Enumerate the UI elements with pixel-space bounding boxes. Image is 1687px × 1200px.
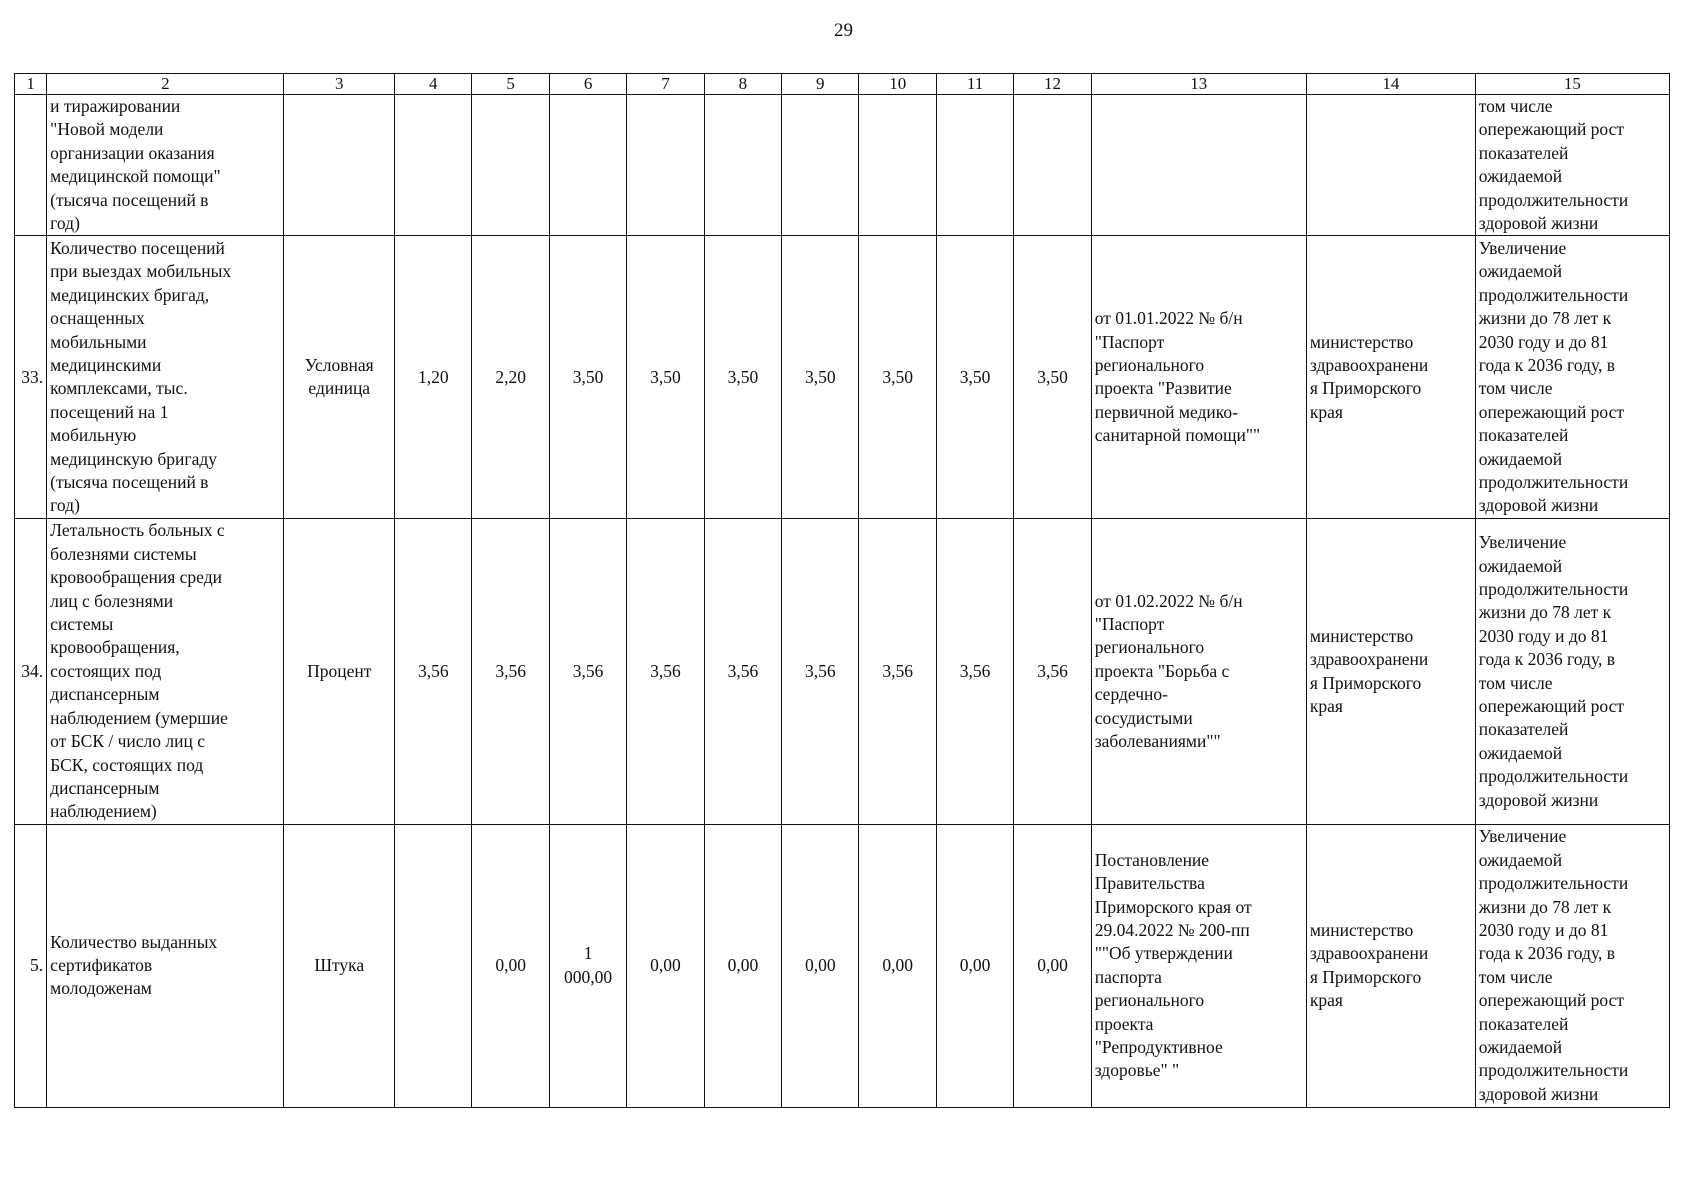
- column-number: 1: [15, 74, 47, 95]
- unit-of-measure: [284, 95, 395, 236]
- table-row: [15, 95, 1670, 236]
- value-cell: 3,56: [472, 519, 549, 824]
- responsible-body: [1306, 95, 1475, 236]
- row-number: 5.: [15, 824, 47, 1107]
- value-cell: 2,20: [472, 236, 549, 519]
- value-cell: [936, 95, 1013, 236]
- table-row: [15, 236, 1670, 519]
- value-cell: 3,56: [1014, 519, 1091, 824]
- column-number-row: [15, 74, 1670, 95]
- value-cell: 0,00: [1014, 824, 1091, 1107]
- column-number: 3: [284, 74, 395, 95]
- column-number: 4: [395, 74, 472, 95]
- table-row: [15, 824, 1670, 1107]
- value-cell: 3,56: [859, 519, 936, 824]
- value-cell: [782, 95, 859, 236]
- table-row: [15, 519, 1670, 824]
- value-cell: 0,00: [472, 824, 549, 1107]
- value-cell: [395, 95, 472, 236]
- value-cell: 3,50: [782, 236, 859, 519]
- column-number: 12: [1014, 74, 1091, 95]
- unit-of-measure: Штука: [284, 824, 395, 1107]
- value-cell: 0,00: [859, 824, 936, 1107]
- value-cell: 3,56: [936, 519, 1013, 824]
- column-number: 9: [782, 74, 859, 95]
- value-cell: 0,00: [627, 824, 704, 1107]
- value-cell: 3,50: [936, 236, 1013, 519]
- value-cell: [1014, 95, 1091, 236]
- goal-link: том числе опережающий рост показателей ожидаемой продолжительности здоровой жизни: [1475, 95, 1669, 236]
- column-number: 15: [1475, 74, 1669, 95]
- row-number: [15, 95, 47, 236]
- value-cell: 3,50: [704, 236, 781, 519]
- source-document: Постановление Правительства Приморского края от 29.04.2022 № 200-пп ""Об утверждении паспорта регионального проекта "Репродуктивное здоровье" ": [1091, 824, 1306, 1107]
- value-cell: 3,56: [704, 519, 781, 824]
- unit-of-measure: Условная единица: [284, 236, 395, 519]
- row-number: 34.: [15, 519, 47, 824]
- unit-of-measure: Процент: [284, 519, 395, 824]
- source-document: [1091, 95, 1306, 236]
- value-cell: 3,50: [859, 236, 936, 519]
- responsible-body: министерство здравоохранени я Приморского края: [1306, 824, 1475, 1107]
- value-cell: 3,56: [782, 519, 859, 824]
- column-number: 14: [1306, 74, 1475, 95]
- source-document: от 01.01.2022 № б/н "Паспорт регионального проекта "Развитие первичной медико- санитарной помощи"": [1091, 236, 1306, 519]
- value-cell: [627, 95, 704, 236]
- column-number: 8: [704, 74, 781, 95]
- column-number: 10: [859, 74, 936, 95]
- value-cell: 3,50: [1014, 236, 1091, 519]
- source-document: от 01.02.2022 № б/н "Паспорт регионального проекта "Борьба с сердечно- сосудистыми заболеваниями"": [1091, 519, 1306, 824]
- indicator-name: и тиражировании "Новой модели организации оказания медицинской помощи" (тысяча посещений в год): [47, 95, 284, 236]
- responsible-body: министерство здравоохранени я Приморского края: [1306, 519, 1475, 824]
- value-cell: 0,00: [782, 824, 859, 1107]
- value-cell: 1,20: [395, 236, 472, 519]
- column-number: 5: [472, 74, 549, 95]
- value-cell: 0,00: [936, 824, 1013, 1107]
- value-cell: 3,50: [627, 236, 704, 519]
- value-cell: [704, 95, 781, 236]
- column-number: 7: [627, 74, 704, 95]
- goal-link: Увеличение ожидаемой продолжительности жизни до 78 лет к 2030 году и до 81 года к 2036 году, в том числе опережающий рост показателей ожидаемой продолжительности здоровой жизни: [1475, 236, 1669, 519]
- column-number: 11: [936, 74, 1013, 95]
- value-cell: 3,56: [395, 519, 472, 824]
- responsible-body: министерство здравоохранени я Приморского края: [1306, 236, 1475, 519]
- indicator-name: Летальность больных с болезнями системы кровообращения среди лиц с болезнями системы кровообращения, состоящих под диспансерным наблюдением (умершие от БСК / число лиц с БСК, состоящих под диспансерным наблюдением): [47, 519, 284, 824]
- goal-link: Увеличение ожидаемой продолжительности жизни до 78 лет к 2030 году и до 81 года к 2036 году, в том числе опережающий рост показателей ожидаемой продолжительности здоровой жизни: [1475, 519, 1669, 824]
- indicator-name: Количество выданных сертификатов молодоженам: [47, 824, 284, 1107]
- column-number: 6: [549, 74, 626, 95]
- column-number: 2: [47, 74, 284, 95]
- value-cell: [859, 95, 936, 236]
- value-cell: [472, 95, 549, 236]
- value-cell: [549, 95, 626, 236]
- value-cell: 3,56: [627, 519, 704, 824]
- value-cell: [395, 824, 472, 1107]
- value-cell: 0,00: [704, 824, 781, 1107]
- value-cell: 3,50: [549, 236, 626, 519]
- indicators-table: [14, 73, 1670, 1108]
- goal-link: Увеличение ожидаемой продолжительности жизни до 78 лет к 2030 году и до 81 года к 2036 году, в том числе опережающий рост показателей ожидаемой продолжительности здоровой жизни: [1475, 824, 1669, 1107]
- value-cell: 3,56: [549, 519, 626, 824]
- page-number: 29: [834, 20, 853, 41]
- indicator-name: Количество посещений при выездах мобильных медицинских бригад, оснащенных мобильными медицинскими комплексами, тыс. посещений на 1 мобильную медицинскую бригаду (тысяча посещений в год): [47, 236, 284, 519]
- column-number: 13: [1091, 74, 1306, 95]
- row-number: 33.: [15, 236, 47, 519]
- value-cell: 1 000,00: [549, 824, 626, 1107]
